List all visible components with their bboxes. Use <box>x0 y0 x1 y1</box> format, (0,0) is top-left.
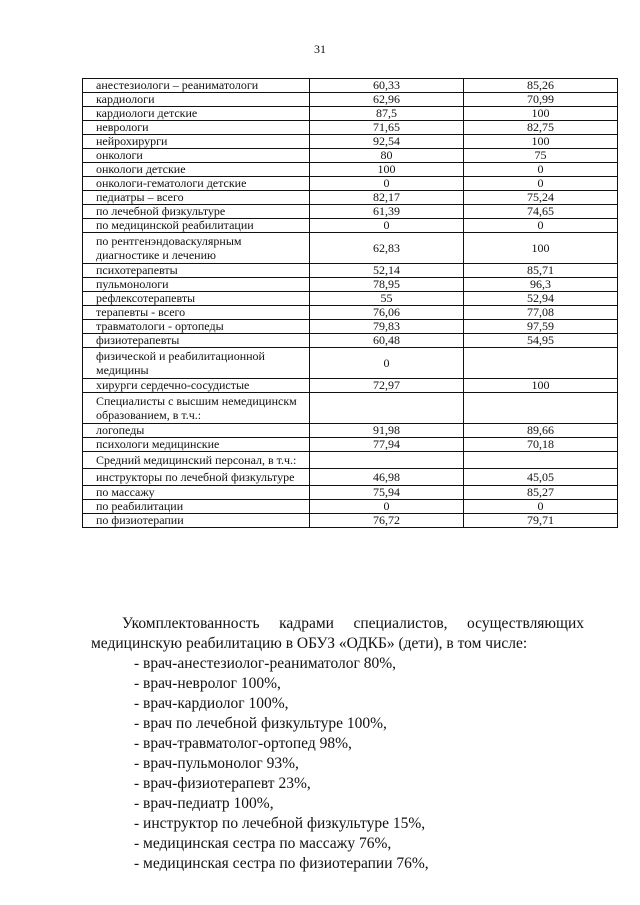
table-row <box>83 486 618 500</box>
row-label: онкологи детские <box>83 163 310 177</box>
row-label: по реабилитации <box>83 500 310 514</box>
row-value-1: 60,33 <box>310 79 464 93</box>
row-label: рефлексотерапевты <box>83 292 310 306</box>
row-value-1: 0 <box>310 219 464 233</box>
table-row <box>83 205 618 219</box>
list-item: - врач-пульмонолог 93%, <box>134 755 299 772</box>
table-row <box>83 219 618 233</box>
row-value-2: 100 <box>464 233 618 264</box>
row-value-2 <box>464 348 618 379</box>
row-label: по лечебной физкультуре <box>83 205 310 219</box>
table-row <box>83 438 618 452</box>
row-value-2: 70,18 <box>464 438 618 452</box>
row-value-1: 0 <box>310 348 464 379</box>
row-value-1: 87,5 <box>310 107 464 121</box>
row-value-2 <box>464 452 618 469</box>
row-label: кардиологи детские <box>83 107 310 121</box>
row-value-2: 45,05 <box>464 469 618 486</box>
table-row <box>83 93 618 107</box>
row-label: психологи медицинские <box>83 438 310 452</box>
row-label: кардиологи <box>83 93 310 107</box>
table-row <box>83 424 618 438</box>
row-value-2: 70,99 <box>464 93 618 107</box>
table-row <box>83 121 618 135</box>
row-value-1: 79,83 <box>310 320 464 334</box>
table-row <box>83 306 618 320</box>
row-label: терапевты - всего <box>83 306 310 320</box>
page-number: 31 <box>314 42 326 56</box>
table-row <box>83 469 618 486</box>
table-row <box>83 334 618 348</box>
table-row <box>83 135 618 149</box>
row-value-2: 96,3 <box>464 278 618 292</box>
row-value-2: 82,75 <box>464 121 618 135</box>
row-value-1 <box>310 393 464 424</box>
row-value-2: 0 <box>464 219 618 233</box>
table-row <box>83 278 618 292</box>
row-label: по массажу <box>83 486 310 500</box>
row-label: по физиотерапии <box>83 514 310 528</box>
row-label: логопеды <box>83 424 310 438</box>
row-value-2: 100 <box>464 379 618 393</box>
row-label: по медицинской реабилитации <box>83 219 310 233</box>
row-value-1: 55 <box>310 292 464 306</box>
row-value-2: 85,71 <box>464 264 618 278</box>
list-item: - инструктор по лечебной физкультуре 15%, <box>134 815 426 832</box>
row-value-2: 100 <box>464 107 618 121</box>
row-value-1: 46,98 <box>310 469 464 486</box>
row-value-2 <box>464 393 618 424</box>
row-label: хирурги сердечно-сосудистые <box>83 379 310 393</box>
table-row <box>83 191 618 205</box>
row-value-1: 82,17 <box>310 191 464 205</box>
list-item: - врач-физиотерапевт 23%, <box>134 775 311 792</box>
row-value-2: 100 <box>464 135 618 149</box>
row-value-1: 62,83 <box>310 233 464 264</box>
row-label: Средний медицинский персонал, в т.ч.: <box>83 452 310 469</box>
row-value-2: 0 <box>464 177 618 191</box>
list-item: - врач-кардиолог 100%, <box>134 695 289 712</box>
table-row <box>83 452 618 469</box>
row-value-1: 72,97 <box>310 379 464 393</box>
row-value-1: 60,48 <box>310 334 464 348</box>
row-value-1: 75,94 <box>310 486 464 500</box>
row-value-2: 75,24 <box>464 191 618 205</box>
row-value-2: 52,94 <box>464 292 618 306</box>
row-value-1: 92,54 <box>310 135 464 149</box>
summary-intro: Укомплектованность кадрами специалистов, осуществляющих медицинскую реабилитацию в ОБУЗ «ОДКБ» (дети), в том числе: <box>91 615 584 652</box>
row-value-1: 71,65 <box>310 121 464 135</box>
list-item: - врач-невролог 100%, <box>134 675 281 692</box>
list-item: - врач-анестезиолог-реаниматолог 80%, <box>134 655 397 672</box>
row-value-1: 78,95 <box>310 278 464 292</box>
row-label: психотерапевты <box>83 264 310 278</box>
row-label: нейрохирурги <box>83 135 310 149</box>
row-value-2: 0 <box>464 500 618 514</box>
table-row <box>83 393 618 424</box>
row-value-2: 74,65 <box>464 205 618 219</box>
list-item: - медицинская сестра по физиотерапии 76%, <box>134 855 429 872</box>
table-row <box>83 500 618 514</box>
table-row <box>83 79 618 93</box>
staffing-summary <box>91 614 584 874</box>
row-label: онкологи <box>83 149 310 163</box>
row-value-1: 62,96 <box>310 93 464 107</box>
row-value-1: 100 <box>310 163 464 177</box>
table-row <box>83 233 618 264</box>
row-value-1: 76,72 <box>310 514 464 528</box>
table-row <box>83 348 618 379</box>
row-value-2: 85,27 <box>464 486 618 500</box>
row-label: онкологи-гематологи детские <box>83 177 310 191</box>
row-value-1 <box>310 452 464 469</box>
table-row <box>83 514 618 528</box>
row-value-2: 89,66 <box>464 424 618 438</box>
row-label: Специалисты с высшим немедицинскм образованием, в т.ч.: <box>83 393 310 424</box>
row-value-2: 54,95 <box>464 334 618 348</box>
row-value-1: 91,98 <box>310 424 464 438</box>
list-item: - врач-педиатр 100%, <box>134 795 274 812</box>
row-value-1: 61,39 <box>310 205 464 219</box>
row-label: по рентгенэндоваскулярным диагностике и лечению <box>83 233 310 264</box>
row-value-2: 85,26 <box>464 79 618 93</box>
list-item: - врач-травматолог-ортопед 98%, <box>134 735 352 752</box>
row-label: физической и реабилитационной медицины <box>83 348 310 379</box>
row-value-1: 52,14 <box>310 264 464 278</box>
table-row <box>83 177 618 191</box>
list-item: - медицинская сестра по массажу 76%, <box>134 835 392 852</box>
row-value-2: 97,59 <box>464 320 618 334</box>
staffing-table <box>82 78 618 528</box>
row-value-1: 76,06 <box>310 306 464 320</box>
table-row <box>83 149 618 163</box>
row-value-1: 77,94 <box>310 438 464 452</box>
row-label: педиатры – всего <box>83 191 310 205</box>
table-row <box>83 320 618 334</box>
row-value-2: 75 <box>464 149 618 163</box>
table-row <box>83 163 618 177</box>
row-label: анестезиологи – реаниматологи <box>83 79 310 93</box>
table-row <box>83 292 618 306</box>
row-label: травматологи - ортопеды <box>83 320 310 334</box>
table-row <box>83 264 618 278</box>
row-value-2: 0 <box>464 163 618 177</box>
row-value-2: 77,08 <box>464 306 618 320</box>
list-item: - врач по лечебной физкультуре 100%, <box>134 715 387 732</box>
row-value-1: 80 <box>310 149 464 163</box>
row-value-1: 0 <box>310 500 464 514</box>
row-value-1: 0 <box>310 177 464 191</box>
row-label: неврологи <box>83 121 310 135</box>
table-row <box>83 379 618 393</box>
row-label: физиотерапевты <box>83 334 310 348</box>
row-value-2: 79,71 <box>464 514 618 528</box>
row-label: инструкторы по лечебной физкультуре <box>83 469 310 486</box>
row-label: пульмонологи <box>83 278 310 292</box>
summary-list <box>91 654 584 874</box>
table-row <box>83 107 618 121</box>
